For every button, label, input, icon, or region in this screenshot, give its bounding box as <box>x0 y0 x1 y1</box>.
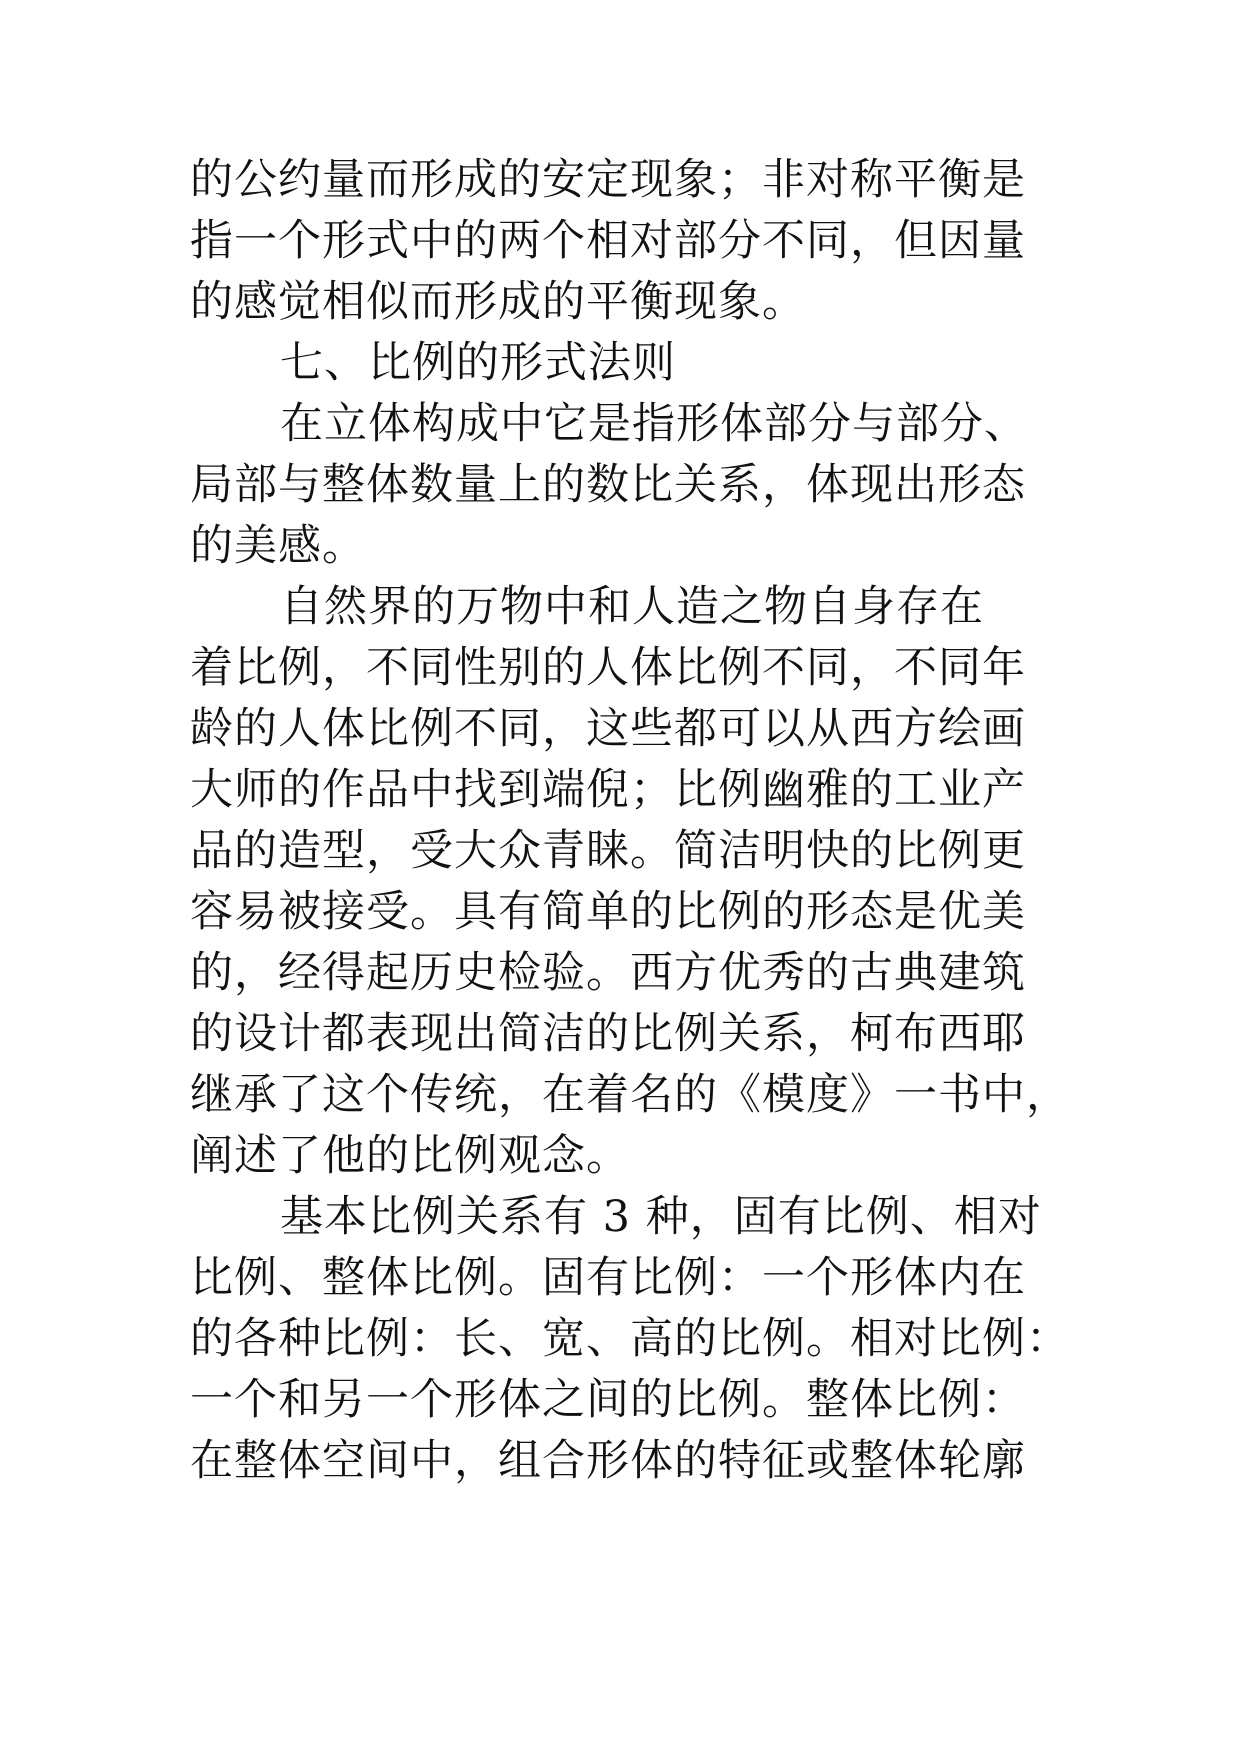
text-line: 自然界的万物中和人造之物自身存在 <box>280 582 984 632</box>
section-heading: 七、比例的形式法则 <box>280 338 676 388</box>
text-line: 的各种比例：长、宽、高的比例。相对比例： <box>190 1314 1070 1364</box>
text-line: 比例、整体比例。固有比例：一个形体内在 <box>190 1253 1026 1303</box>
text-line: 指一个形式中的两个相对部分不同，但因量 <box>190 216 1026 266</box>
text-line: 阐述了他的比例观念。 <box>190 1131 630 1181</box>
text-line: 大师的作品中找到端倪；比例幽雅的工业产 <box>190 765 1026 815</box>
text-line: 基本比例关系有 3 种，固有比例、相对 <box>280 1192 1042 1242</box>
text-line: 着比例，不同性别的人体比例不同，不同年 <box>190 643 1026 693</box>
text-line: 的美感。 <box>190 521 366 571</box>
text-line: 一个和另一个形体之间的比例。整体比例： <box>190 1375 1026 1425</box>
text-line: 容易被接受。具有简单的比例的形态是优美 <box>190 887 1026 937</box>
text-line: 继承了这个传统，在着名的《模度》一书中， <box>190 1070 1070 1120</box>
text-line: 的感觉相似而形成的平衡现象。 <box>190 277 806 327</box>
text-line: 的，经得起历史检验。西方优秀的古典建筑 <box>190 948 1026 998</box>
text-line: 局部与整体数量上的数比关系，体现出形态 <box>190 460 1026 510</box>
text-line: 品的造型，受大众青睐。简洁明快的比例更 <box>190 826 1026 876</box>
text-line: 在立体构成中它是指形体部分与部分、 <box>280 399 1028 449</box>
text-line: 的公约量而形成的安定现象；非对称平衡是 <box>190 155 1026 205</box>
text-line: 在整体空间中，组合形体的特征或整体轮廓 <box>190 1436 1026 1486</box>
text-line: 的设计都表现出简洁的比例关系，柯布西耶 <box>190 1009 1026 1059</box>
text-line: 龄的人体比例不同，这些都可以从西方绘画 <box>190 704 1026 754</box>
body-text <box>190 150 1090 1492</box>
